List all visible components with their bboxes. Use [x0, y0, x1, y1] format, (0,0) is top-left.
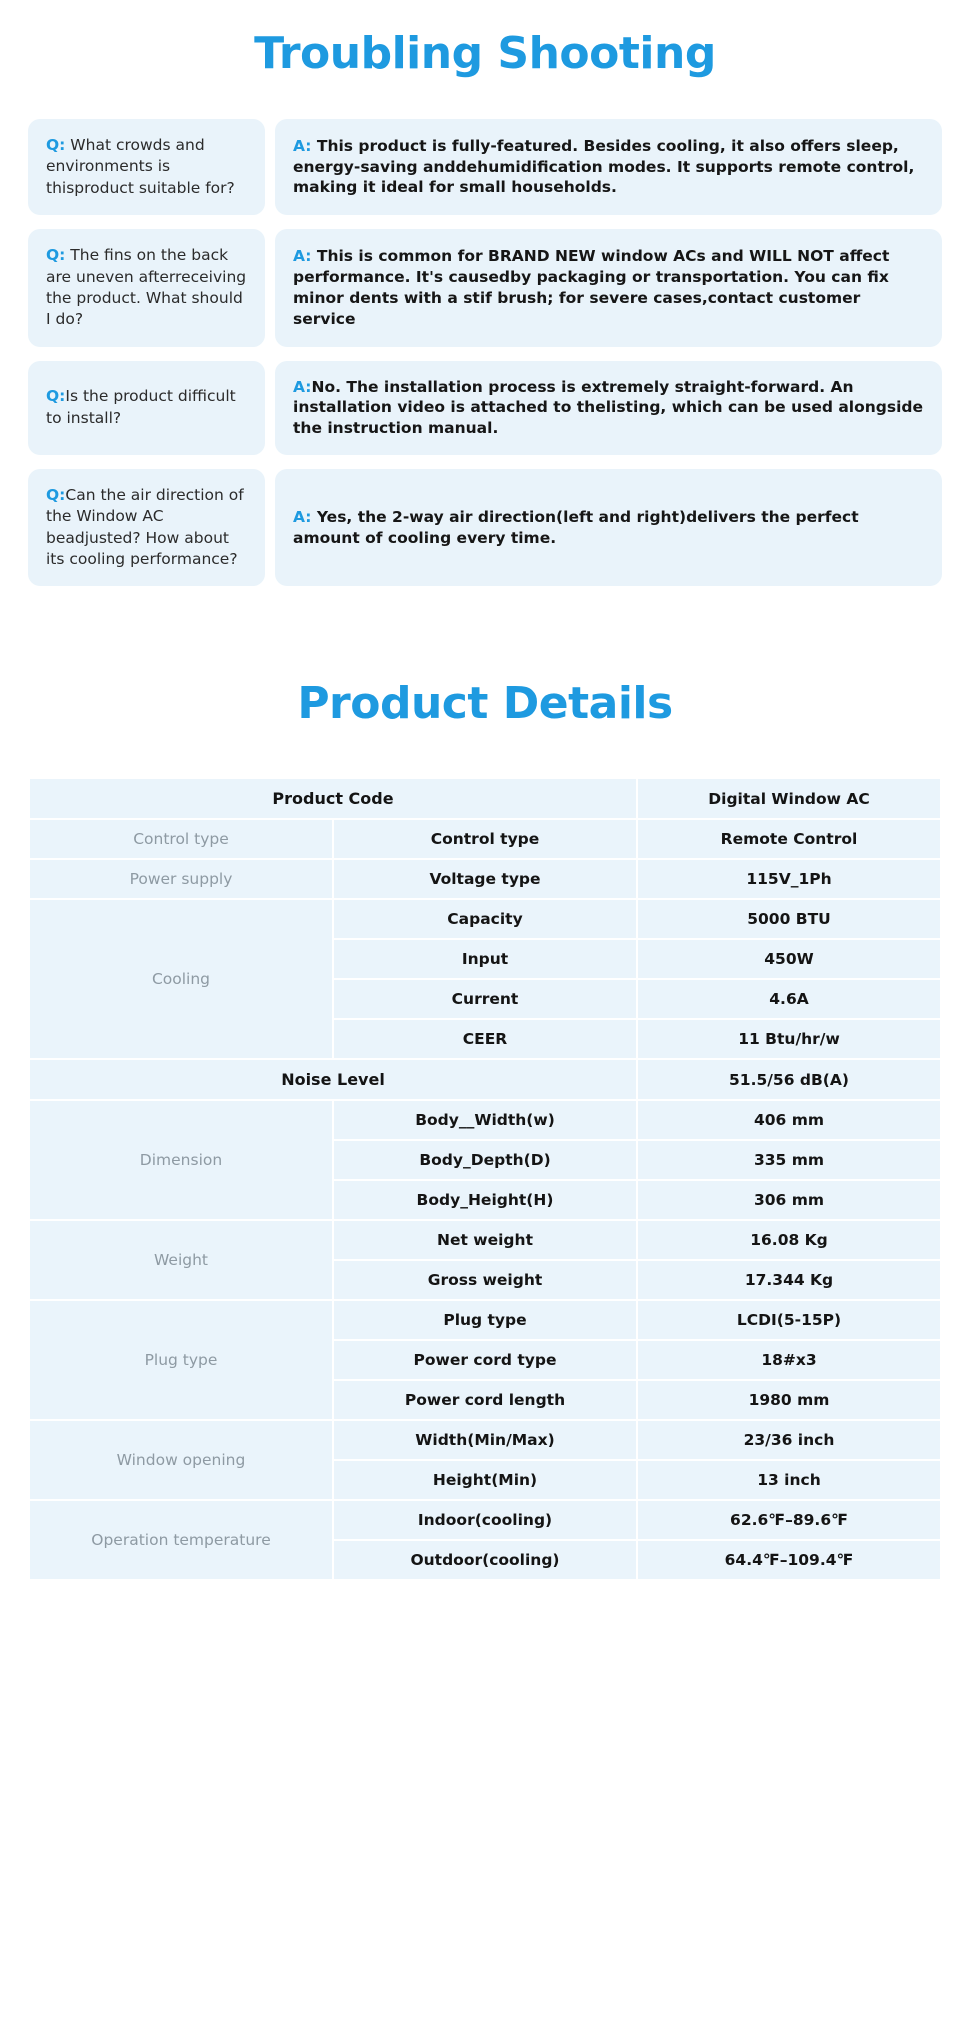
spec-item-label: Net weight: [334, 1221, 636, 1259]
faq-question-text: [46, 135, 249, 199]
faq-question-card: [28, 469, 265, 587]
answer-body: This is common for BRAND NEW window ACs and WILL NOT affect performance. It's causedby packaging or transportation. You can fix minor dents with a stif brush; for severe cases,contact customer service: [293, 247, 890, 328]
answer-marker: A:: [293, 507, 312, 526]
question-marker: Q:: [46, 136, 66, 154]
question-body: Can the air direction of the Window AC beadjusted? How about its cooling performance?: [46, 485, 244, 569]
faq-question-card: [28, 229, 265, 347]
question-marker: Q:: [46, 387, 66, 406]
spec-item-label: Gross weight: [334, 1261, 636, 1299]
answer-marker: A:: [293, 377, 312, 396]
spec-item-value: 450W: [638, 940, 940, 978]
question-body: Is the product difficult to install?: [46, 387, 236, 427]
spec-item-label: Outdoor(cooling): [334, 1541, 636, 1579]
spec-item-value: 115V_1Ph: [638, 860, 940, 898]
product-details-table-wrap: [0, 777, 970, 1581]
faq-row: [28, 361, 942, 455]
faq-question-text: [46, 386, 249, 429]
spec-item-label: Body_Height(H): [334, 1181, 636, 1219]
faq-row: [28, 119, 942, 215]
spec-group-label: Plug type: [30, 1301, 332, 1419]
spec-item-label: Body__Width(w): [334, 1101, 636, 1139]
faq-answer-card: [275, 119, 942, 215]
table-row: [30, 1101, 940, 1139]
spec-item-value: 17.344 Kg: [638, 1261, 940, 1299]
table-row: [30, 1060, 940, 1099]
spec-item-label: Voltage type: [334, 860, 636, 898]
spec-item-value: 62.6℉–89.6℉: [638, 1501, 940, 1539]
faq-list: [0, 119, 970, 586]
spec-item-label: Plug type: [334, 1301, 636, 1339]
table-row: [30, 820, 940, 858]
spec-item-label: Power cord type: [334, 1341, 636, 1379]
spec-item-label: Indoor(cooling): [334, 1501, 636, 1539]
answer-marker: A:: [293, 136, 312, 155]
table-row: [30, 1501, 940, 1539]
spec-item-value: 64.4℉–109.4℉: [638, 1541, 940, 1579]
faq-question-text: [46, 245, 249, 331]
spec-item-value: 11 Btu/hr/w: [638, 1020, 940, 1058]
answer-body: Yes, the 2-way air direction(left and right)delivers the perfect amount of cooling every time.: [293, 507, 859, 547]
answer-marker: A:: [293, 247, 312, 266]
spec-item-value: 5000 BTU: [638, 900, 940, 938]
spec-group-label: Cooling: [30, 900, 332, 1058]
spec-item-value: 406 mm: [638, 1101, 940, 1139]
faq-answer-card: [275, 469, 942, 587]
spec-item-label: Current: [334, 980, 636, 1018]
faq-question-card: [28, 361, 265, 455]
question-body: What crowds and environments is thisproduct suitable for?: [46, 136, 235, 197]
faq-question-text: [46, 485, 249, 571]
spec-item-value: 335 mm: [638, 1141, 940, 1179]
spec-group-label: Weight: [30, 1221, 332, 1299]
spec-item-label: Body_Depth(D): [334, 1141, 636, 1179]
table-row: [30, 1421, 940, 1459]
bottom-spacer: [0, 1581, 970, 1611]
spec-item-label: Power cord length: [334, 1381, 636, 1419]
table-row: [30, 1221, 940, 1259]
spec-item-label: Capacity: [334, 900, 636, 938]
spec-group-label: Operation temperature: [30, 1501, 332, 1579]
spec-item-value: 16.08 Kg: [638, 1221, 940, 1259]
spec-item-value: 4.6A: [638, 980, 940, 1018]
spec-row-header-label: Product Code: [30, 779, 636, 818]
faq-answer-text: [293, 246, 924, 329]
faq-answer-card: [275, 361, 942, 455]
spec-item-label: Height(Min): [334, 1461, 636, 1499]
faq-answer-text: [293, 136, 924, 198]
spec-item-label: Input: [334, 940, 636, 978]
question-marker: Q:: [46, 246, 66, 265]
answer-body: This product is fully-featured. Besides cooling, it also offers sleep, energy-saving anddehumidification modes. It supports remote control, making it ideal for small households.: [293, 136, 915, 197]
faq-row: [28, 229, 942, 347]
spec-item-value: 51.5/56 dB(A): [638, 1060, 940, 1099]
spec-item-value: Digital Window AC: [638, 779, 940, 818]
spec-item-label: CEER: [334, 1020, 636, 1058]
troubleshooting-section-title: Troubling Shooting: [254, 28, 716, 79]
spec-item-value: 1980 mm: [638, 1381, 940, 1419]
spec-item-label: Width(Min/Max): [334, 1421, 636, 1459]
spec-group-label: Window opening: [30, 1421, 332, 1499]
spec-item-value: 13 inch: [638, 1461, 940, 1499]
spec-item-value: 18#x3: [638, 1341, 940, 1379]
faq-answer-text: [293, 377, 924, 439]
spec-item-value: 23/36 inch: [638, 1421, 940, 1459]
spec-row-wide-label: Noise Level: [30, 1060, 636, 1099]
question-body: The fins on the back are uneven afterreceiving the product. What should I do?: [46, 246, 247, 329]
spec-group-label: Dimension: [30, 1101, 332, 1219]
faq-row: [28, 469, 942, 587]
answer-body: No. The installation process is extremely straight-forward. An installation video is attached to thelisting, which can be used alongside the instruction manual.: [293, 377, 924, 438]
question-marker: Q:: [46, 485, 66, 504]
spec-group-label: Power supply: [30, 860, 332, 898]
table-row: [30, 1301, 940, 1339]
faq-question-card: [28, 119, 265, 215]
faq-answer-card: [275, 229, 942, 347]
spec-item-value: Remote Control: [638, 820, 940, 858]
spec-item-value: 306 mm: [638, 1181, 940, 1219]
spec-item-value: LCDI(5-15P): [638, 1301, 940, 1339]
spec-item-label: Control type: [334, 820, 636, 858]
table-row: [30, 779, 940, 818]
faq-answer-text: [293, 507, 924, 549]
table-row: [30, 860, 940, 898]
table-row: [30, 900, 940, 938]
product-details-section-title: Product Details: [297, 678, 673, 730]
product-details-table: [28, 777, 942, 1581]
spec-group-label: Control type: [30, 820, 332, 858]
